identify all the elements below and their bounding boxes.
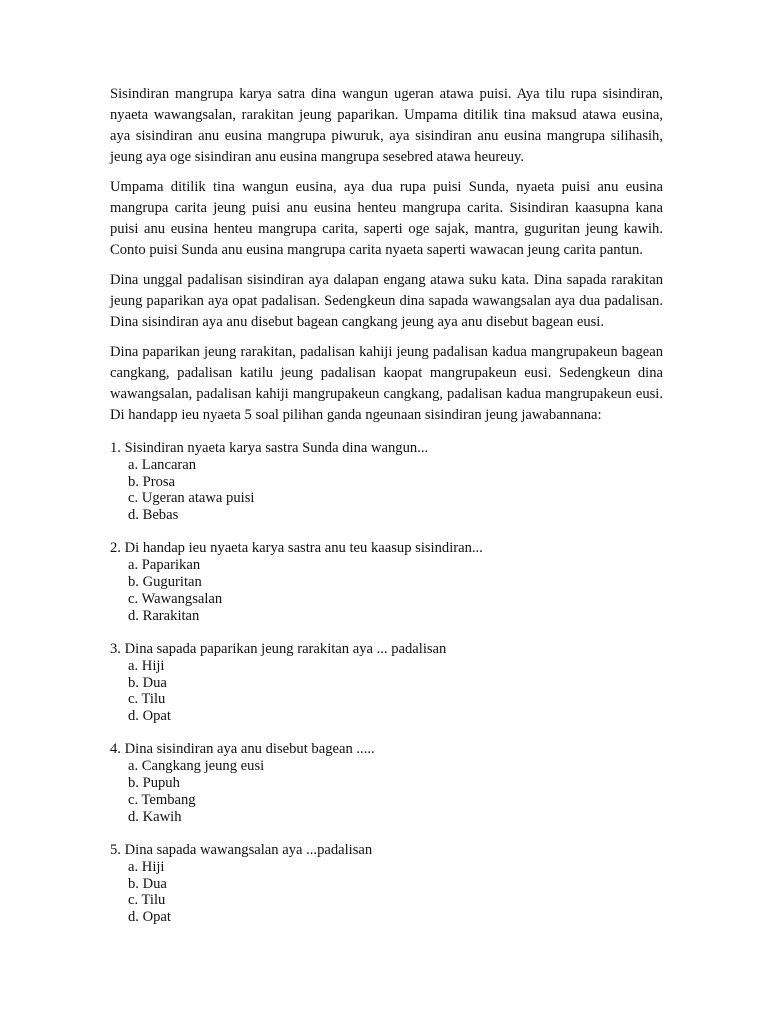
paragraph-line: Conto puisi Sunda anu eusina mangrupa carita nyaeta saperti wawacan jeung carita pantun. bbox=[110, 242, 643, 258]
answer-option: d. Kawih bbox=[128, 808, 182, 825]
answer-option: d. Bebas bbox=[128, 507, 179, 524]
answer-option: c. Tilu bbox=[128, 691, 166, 708]
paragraph-line: aya sisindiran anu eusina mangrupa piwuruk, aya sisindiran anu eusina mangrupa silihasih, bbox=[110, 128, 663, 144]
answer-option: a. Lancaran bbox=[128, 456, 197, 473]
answer-option: b. Guguritan bbox=[128, 574, 202, 591]
paragraph-line: Dina sisindiran aya anu disebut bagean cangkang jeung aya anu disebut bagean eusi. bbox=[110, 314, 604, 330]
answer-option: c. Ugeran atawa puisi bbox=[128, 490, 255, 507]
answer-option: a. Hiji bbox=[128, 657, 165, 674]
paragraph bbox=[110, 270, 663, 333]
paragraph-line: Umpama ditilik tina wangun eusina, aya dua rupa puisi Sunda, nyaeta puisi anu eusina bbox=[110, 179, 663, 195]
question-stem: 4. Dina sisindiran aya anu disebut bagean ..... bbox=[110, 741, 375, 758]
answer-option: b. Prosa bbox=[128, 473, 176, 490]
document-page bbox=[110, 84, 663, 942]
answer-option: b. Dua bbox=[128, 875, 167, 892]
answer-option: c. Wawangsalan bbox=[128, 590, 223, 607]
answer-option: a. Cangkang jeung eusi bbox=[128, 758, 265, 775]
question-stem: 5. Dina sapada wawangsalan aya ...padalisan bbox=[110, 841, 373, 858]
question-stem: 2. Di handap ieu nyaeta karya sastra anu teu kaasup sisindiran... bbox=[110, 540, 483, 557]
paragraph-line: jeung aya oge sisindiran anu eusina mangrupa sesebred atawa heureuy. bbox=[110, 149, 525, 165]
question bbox=[110, 842, 663, 926]
paragraph bbox=[110, 342, 663, 426]
question bbox=[110, 741, 663, 825]
answer-option: a. Hiji bbox=[128, 858, 165, 875]
answer-option: c. Tembang bbox=[128, 791, 196, 808]
paragraph-line: Dina unggal padalisan sisindiran aya dalapan engang atawa suku kata. Dina sapada rarakitan bbox=[110, 272, 663, 288]
question bbox=[110, 440, 663, 524]
paragraph-line: cangkang, padalisan katilu jeung padalisan kaopat mangrupakeun eusi. Sedengkeun dina bbox=[110, 365, 663, 381]
question-stem: 1. Sisindiran nyaeta karya sastra Sunda dina wangun... bbox=[110, 440, 429, 456]
answer-option: a. Paparikan bbox=[128, 557, 201, 574]
answer-option: d. Opat bbox=[128, 708, 171, 725]
paragraph-line: puisi anu eusina henteu mangrupa carita, saperti oge sajak, mantra, guguritan jeung kawih. bbox=[110, 221, 663, 237]
question bbox=[110, 540, 663, 624]
intro-text bbox=[110, 84, 663, 426]
answer-option: b. Dua bbox=[128, 674, 167, 691]
answer-option: b. Pupuh bbox=[128, 775, 180, 792]
question-list bbox=[110, 440, 663, 926]
paragraph bbox=[110, 177, 663, 261]
paragraph bbox=[110, 84, 663, 168]
answer-option: d. Rarakitan bbox=[128, 607, 200, 624]
question bbox=[110, 641, 663, 725]
answer-option: d. Opat bbox=[128, 909, 171, 926]
paragraph-line: Di handapp ieu nyaeta 5 soal pilihan ganda ngeunaan sisindiran jeung jawabannana: bbox=[110, 407, 602, 423]
paragraph-line: jeung paparikan aya opat padalisan. Sedengkeun dina sapada wawangsalan aya dua padalisan. bbox=[110, 293, 663, 309]
answer-option: c. Tilu bbox=[128, 892, 166, 909]
question-stem: 3. Dina sapada paparikan jeung rarakitan aya ... padalisan bbox=[110, 640, 447, 657]
paragraph-line: Dina paparikan jeung rarakitan, padalisan kahiji jeung padalisan kadua mangrupakeun bagean bbox=[110, 344, 663, 360]
paragraph-line: wawangsalan, padalisan kahiji mangrupakeun cangkang, padalisan kadua mangrupakeun eusi. bbox=[110, 386, 663, 402]
paragraph-line: mangrupa carita jeung puisi anu eusina henteu mangrupa carita. Sisindiran kaasupna kana bbox=[110, 200, 663, 216]
paragraph-line: nyaeta wawangsalan, rarakitan jeung paparikan. Umpama ditilik tina maksud atawa eusina, bbox=[110, 107, 663, 123]
paragraph-line: Sisindiran mangrupa karya satra dina wangun ugeran atawa puisi. Aya tilu rupa sisindiran, bbox=[110, 86, 663, 102]
